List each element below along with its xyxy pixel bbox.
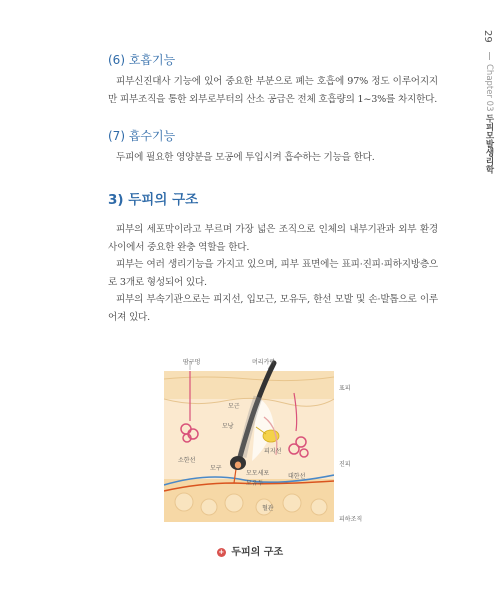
chapter-label: Chapter 03 [484, 64, 494, 112]
label-epidermis: 표피 [339, 385, 351, 392]
label-subcutis: 피하조직 [339, 516, 363, 523]
label-blood-vessel: 혈관 [262, 505, 274, 512]
respiration-text [108, 73, 438, 108]
label-papilla: 모유두 [246, 480, 264, 487]
paragraph: 피부신진대사 기능에 있어 중요한 부분으로 폐는 호흡에 97% 정도 이루어지지만 피부조직을 통한 외부로부터의 산소 공급은 전체 호흡량의 1~3%를 차지한다. [108, 76, 438, 105]
label-apocrine-gland: 대한선 [288, 473, 306, 480]
papilla [235, 462, 241, 469]
label-dermis: 진피 [339, 461, 351, 468]
chapter-title: 두피모발생리학 [484, 114, 494, 174]
label-eccrine-gland: 소한선 [178, 457, 196, 464]
structure-text [108, 221, 438, 326]
figure-caption [0, 543, 500, 558]
page-number: 29 [482, 30, 493, 43]
section-heading-absorption: (7) 흡수기능 [108, 129, 176, 143]
label-sebaceous-gland: 피지선 [264, 448, 282, 455]
scalp-structure-diagram [164, 357, 363, 523]
diagram-svg [164, 357, 334, 522]
chapter-section-heading: 3) 두피의 구조 [108, 192, 199, 208]
section-heading-respiration: (6) 호흡기능 [108, 53, 176, 67]
label-matrix: 모모세포 [246, 470, 270, 477]
caption-text: 두피의 구조 [231, 547, 284, 558]
label-arrector-pili: 모낭 [222, 423, 234, 430]
paragraph: 피부는 여러 생리기능을 가지고 있으며, 피부 표면에는 표피·진피·피하지방층으로 3개로 형성되어 있다. [108, 259, 438, 288]
paragraph: 피부의 세포막이라고 부르며 가장 넓은 조직으로 인체의 내부기관과 외부 환경 사이에서 중요한 완충 역할을 한다. [108, 224, 438, 253]
plus-icon: + [218, 548, 225, 556]
chapter-marker [483, 64, 495, 174]
label-hair-follicle: 모근 [228, 403, 240, 410]
paragraph: 두피에 필요한 영양분을 모공에 투입시켜 흡수하는 기능을 한다. [116, 152, 375, 163]
label-bulb: 모구 [210, 465, 222, 472]
divider [489, 52, 490, 60]
label-sweat-pore: 땀구멍 [183, 359, 201, 366]
absorption-text [108, 149, 438, 167]
label-hair-shaft: 머리카락 [252, 359, 276, 366]
paragraph: 피부의 부속기관으로는 피지선, 입모근, 모유두, 한선 모발 및 손·발톱으로 이루어져 있다. [108, 294, 438, 323]
